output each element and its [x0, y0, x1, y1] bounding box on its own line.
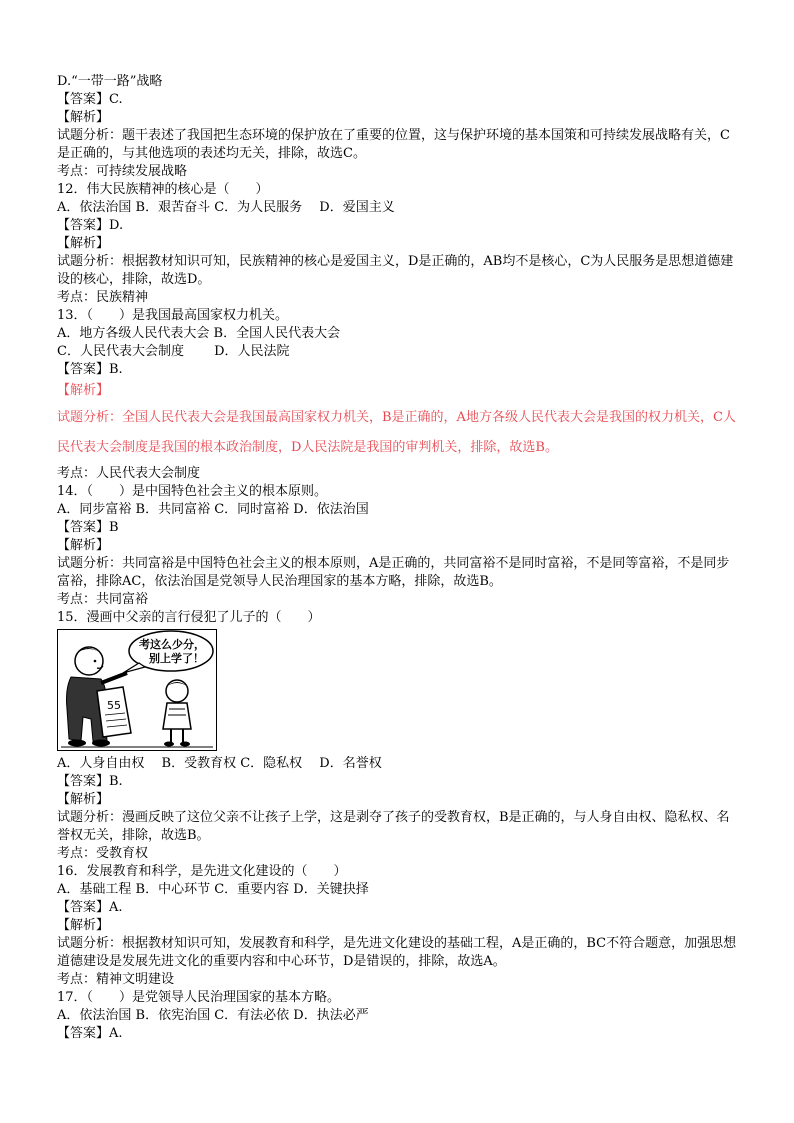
question-16-options: A．基础工程 B．中心环节 C．重要内容 D．关键抉择: [57, 882, 369, 897]
question-14: 14．（ ）是中国特色社会主义的根本原则。: [57, 484, 328, 499]
document-page: [57, 73, 737, 1043]
question-14-analysis-text: 试题分析：共同富裕是中国特色社会主义的根本原则，A是正确的，共同富裕不是同时富裕，不是同等富裕，不是同步富裕，排除AC，依法治国是党领导人民治理国家的基本方略，排除，故选B。: [57, 556, 730, 589]
question-12: 12．伟大民族精神的核心是（ ）: [57, 182, 269, 197]
cartoon-paper-score: 55: [107, 699, 121, 712]
question-16-knowledge-point: 考点：精神文明建设: [57, 972, 175, 987]
question-13-options-1: A．地方各级人民代表大会 B．全国人民代表大会: [57, 326, 341, 341]
question-15: 15．漫画中父亲的言行侵犯了儿子的（ ）: [57, 610, 321, 625]
question-14-answer: 【答案】B: [57, 520, 119, 535]
question-14-options: A．同步富裕 B．共同富裕 C．同时富裕 D．依法治国: [57, 502, 369, 517]
question-12-answer: 【答案】D.: [57, 218, 124, 233]
option-line: D.“一带一路”战略: [57, 74, 163, 89]
question-16-analysis-heading: 【解析】: [57, 918, 110, 933]
question-13-options-2: C．人民代表大会制度 D．人民法院: [57, 344, 290, 359]
analysis-text: 试题分析：题干表述了我国把生态环境的保护放在了重要的位置，这与保护环境的基本国策和可持续发展战略有关，C是正确的，与其他选项的表述均无关，排除，故选C。: [57, 128, 730, 161]
question-15-analysis-text: 试题分析：漫画反映了这位父亲不让孩子上学，这是剥夺了孩子的受教育权，B是正确的，与人身自由权、隐私权、名誉权无关，排除，故选B。: [57, 810, 730, 843]
analysis-heading: 【解析】: [57, 110, 110, 125]
cartoon-image: [57, 629, 217, 751]
cartoon-bubble-line-1: 考这么少分，: [139, 638, 205, 651]
question-13: 13．（ ）是我国最高国家权力机关。: [57, 308, 289, 323]
question-16-analysis-text: 试题分析：根据教材知识可知，发展教育和科学，是先进文化建设的基础工程，A是正确的，BC不符合题意，加强思想道德建设是发展先进文化的重要内容和中心环节，D是错误的，排除，故选A。: [57, 936, 737, 969]
question-15-knowledge-point: 考点：受教育权: [57, 846, 149, 861]
question-15-options: A．人身自由权 B．受教育权 C．隐私权 D．名誉权: [57, 756, 382, 771]
question-15-analysis-heading: 【解析】: [57, 792, 110, 807]
answer-line: 【答案】C.: [57, 92, 123, 107]
question-16: 16．发展教育和科学，是先进文化建设的（ ）: [57, 864, 347, 879]
question-12-analysis-text: 试题分析：根据教材知识可知，民族精神的核心是爱国主义，D是正确的，AB均不是核心，C为人民服务是思想道德建设的核心，排除，故选D。: [57, 254, 734, 287]
question-17-answer: 【答案】A.: [57, 1026, 123, 1041]
question-12-knowledge-point: 考点：民族精神: [57, 290, 149, 305]
question-13-answer: 【答案】B.: [57, 362, 123, 377]
question-12-options: A．依法治国 B．艰苦奋斗 C．为人民服务 D．爱国主义: [57, 200, 395, 215]
question-13-analysis-heading: 【解析】: [57, 383, 110, 398]
question-14-knowledge-point: 考点：共同富裕: [57, 592, 149, 607]
question-15-answer: 【答案】B.: [57, 774, 123, 789]
question-16-answer: 【答案】A.: [57, 900, 123, 915]
question-13-knowledge-point: 考点：人民代表大会制度: [57, 466, 201, 481]
question-17-options: A．依法治国 B．依宪治国 C．有法必依 D．执法必严: [57, 1008, 369, 1023]
question-14-analysis-heading: 【解析】: [57, 538, 110, 553]
cartoon-drawing: [57, 629, 217, 751]
question-17: 17．（ ）是党领导人民治理国家的基本方略。: [57, 990, 341, 1005]
knowledge-point: 考点：可持续发展战略: [57, 164, 188, 179]
cartoon-bubble-line-2: 别上学了！: [149, 652, 204, 665]
question-13-analysis-text: 试题分析：全国人民代表大会是我国最高国家权力机关，B是正确的，A地方各级人民代表大会是我国的权力机关，C人民代表大会制度是我国的根本政治制度，D人民法院是我国的审判机关，排除，故选B。: [57, 410, 736, 455]
question-12-analysis-heading: 【解析】: [57, 236, 110, 251]
